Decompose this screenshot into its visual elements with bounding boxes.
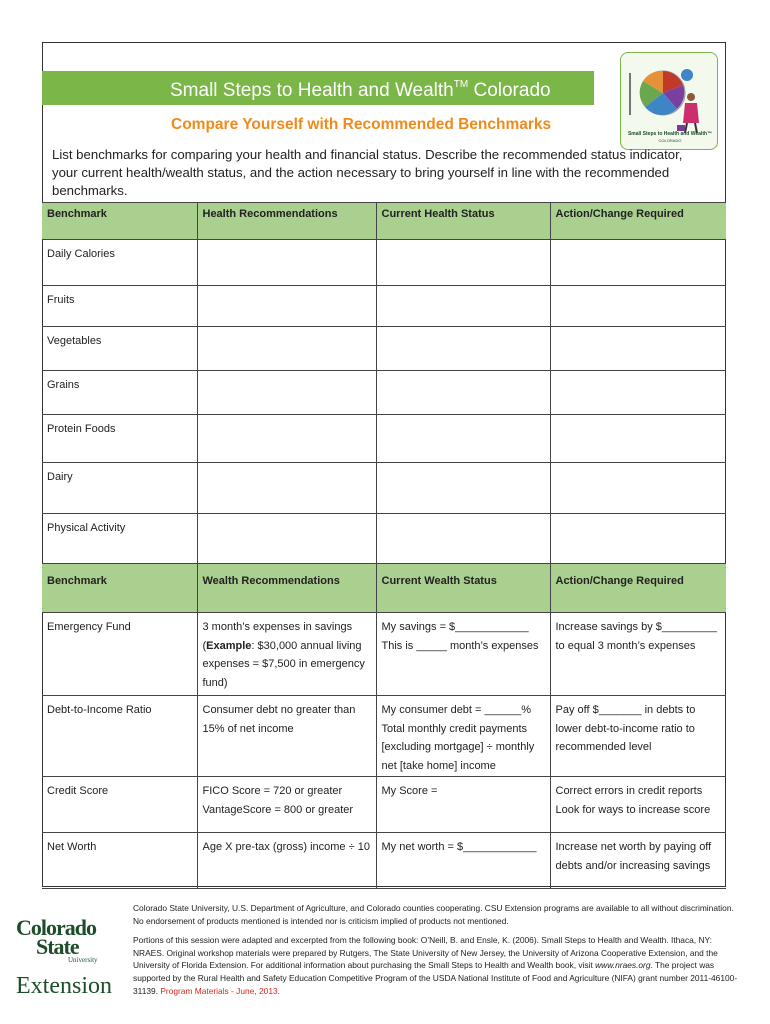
input-cell[interactable] — [550, 415, 726, 463]
input-cell[interactable] — [197, 327, 376, 371]
action-cell[interactable]: Increase savings by $_________ to equal 3 month’s expenses — [550, 613, 726, 696]
input-cell[interactable] — [197, 415, 376, 463]
col-header-health-status: Current Health Status — [376, 203, 550, 240]
table-row — [42, 286, 726, 327]
action-cell[interactable]: Increase net worth by paying off debts and/or increasing savings — [550, 833, 726, 889]
col-header-benchmark: Benchmark — [42, 564, 197, 613]
table-row — [42, 371, 726, 415]
table-row — [42, 463, 726, 514]
benchmark-cell: Emergency Fund — [42, 613, 197, 696]
benchmark-cell: Net Worth — [42, 833, 197, 889]
input-cell[interactable] — [376, 514, 550, 565]
col-header-health-rec: Health Recommendations — [197, 203, 376, 240]
table-row — [42, 415, 726, 463]
input-cell[interactable] — [197, 463, 376, 514]
recommendation-cell: 3 month’s expenses in savings (Example: $30,000 annual living expenses = $7,500 in emergency fund) — [197, 613, 376, 696]
col-header-action: Action/Change Required — [550, 564, 726, 613]
input-cell[interactable] — [550, 514, 726, 565]
page-title: Small Steps to Health and Wealth™ Colorado — [170, 79, 551, 101]
csu-logo-line1: Colorado — [16, 915, 96, 940]
input-cell[interactable] — [550, 286, 726, 327]
input-cell[interactable] — [550, 463, 726, 514]
csu-extension-logo — [16, 915, 116, 1003]
wealth-table — [42, 563, 726, 889]
table-row — [42, 696, 726, 777]
footer-credits: Portions of this session were adapted and excerpted from the following book: O’Neill, B. and Ensle, K. (2006). Small Steps to Health and Wealth. Ithaca, NY: NRAES. Original workshop materials were prepared by Rutgers, The State University of New Jersey, the University of Arizona Cooperative Extension, and the University of Florida Extension. For additional information about purchasing the Small Steps to Health and Wealth book, visit www.nraes.org. The project was supported by the Rural Health and Safety Education Competitive Program of the USDA National Institute of Food and Agriculture (NIFA) grant number 2011-46100-31139. Program Materials - June, 2013. — [133, 935, 738, 996]
status-cell[interactable]: My net worth = $____________ — [376, 833, 550, 889]
input-cell[interactable] — [376, 415, 550, 463]
input-cell[interactable] — [376, 463, 550, 514]
input-cell[interactable] — [197, 514, 376, 565]
table-row — [42, 777, 726, 833]
benchmark-cell: Debt-to-Income Ratio — [42, 696, 197, 777]
status-cell[interactable]: My consumer debt = ______% Total monthly credit payments [excluding mortgage] ÷ monthly net [take home] income — [376, 696, 550, 777]
csu-logo-line4: Extension — [16, 973, 112, 999]
benchmark-cell: Dairy — [42, 463, 197, 514]
table-row — [42, 833, 726, 889]
input-cell[interactable] — [376, 371, 550, 415]
input-cell[interactable] — [550, 327, 726, 371]
table-row — [42, 327, 726, 371]
table-header-row — [42, 564, 726, 613]
input-cell[interactable] — [550, 240, 726, 286]
status-cell[interactable]: My savings = $____________ This is _____ month’s expenses — [376, 613, 550, 696]
logo-caption: Small Steps to Health and Wealth™ — [627, 131, 713, 137]
action-cell[interactable]: Pay off $_______ in debts to lower debt-to-income ratio to recommended level — [550, 696, 726, 777]
program-note: Program Materials - June, 2013. — [160, 985, 280, 996]
input-cell[interactable] — [197, 240, 376, 286]
table-row — [42, 613, 726, 696]
benchmark-cell: Vegetables — [42, 327, 197, 371]
action-cell[interactable]: Correct errors in credit reports Look for ways to increase score — [550, 777, 726, 833]
benchmark-cell: Protein Foods — [42, 415, 197, 463]
footer-disclaimer: Colorado State University, U.S. Department of Agriculture, and Colorado counties cooperating. CSU Extension programs are available to all without discrimination. No endorsement of products mentioned is intended nor is criticism implied of products not mentioned. — [133, 903, 734, 926]
input-cell[interactable] — [550, 371, 726, 415]
col-header-action: Action/Change Required — [550, 203, 726, 240]
csu-logo-line3: University — [68, 956, 98, 964]
recommendation-cell: Consumer debt no greater than 15% of net income — [197, 696, 376, 777]
recommendation-cell: FICO Score = 720 or greater VantageScore = 800 or greater — [197, 777, 376, 833]
input-cell[interactable] — [197, 371, 376, 415]
input-cell[interactable] — [376, 286, 550, 327]
benchmark-cell: Fruits — [42, 286, 197, 327]
nraes-link[interactable]: www.nraes.org — [595, 960, 651, 971]
col-header-wealth-rec: Wealth Recommendations — [197, 564, 376, 613]
title-banner — [42, 71, 594, 105]
footer — [133, 902, 743, 1004]
benchmark-cell: Grains — [42, 371, 197, 415]
col-header-wealth-status: Current Wealth Status — [376, 564, 550, 613]
input-cell[interactable] — [376, 240, 550, 286]
table-header-row — [42, 203, 726, 240]
input-cell[interactable] — [376, 327, 550, 371]
benchmark-cell: Credit Score — [42, 777, 197, 833]
logo-sub: COLORADO — [658, 138, 682, 143]
benchmark-cell: Daily Calories — [42, 240, 197, 286]
table-row — [42, 240, 726, 286]
col-header-benchmark: Benchmark — [42, 203, 197, 240]
benchmark-cell: Physical Activity — [42, 514, 197, 565]
program-logo — [620, 52, 718, 150]
health-table — [42, 202, 726, 565]
intro-text: List benchmarks for comparing your health and financial status. Describe the recommended status indicator, your current health/wealth status, and the action necessary to bring yourself in line with the recommended benchmarks. — [52, 147, 683, 198]
input-cell[interactable] — [197, 286, 376, 327]
table-row — [42, 514, 726, 565]
status-cell[interactable]: My Score = — [376, 777, 550, 833]
csu-logo-line2: State — [36, 934, 79, 959]
page-subtitle: Compare Yourself with Recommended Benchmarks — [171, 116, 552, 133]
recommendation-cell: Age X pre-tax (gross) income ÷ 10 — [197, 833, 376, 889]
